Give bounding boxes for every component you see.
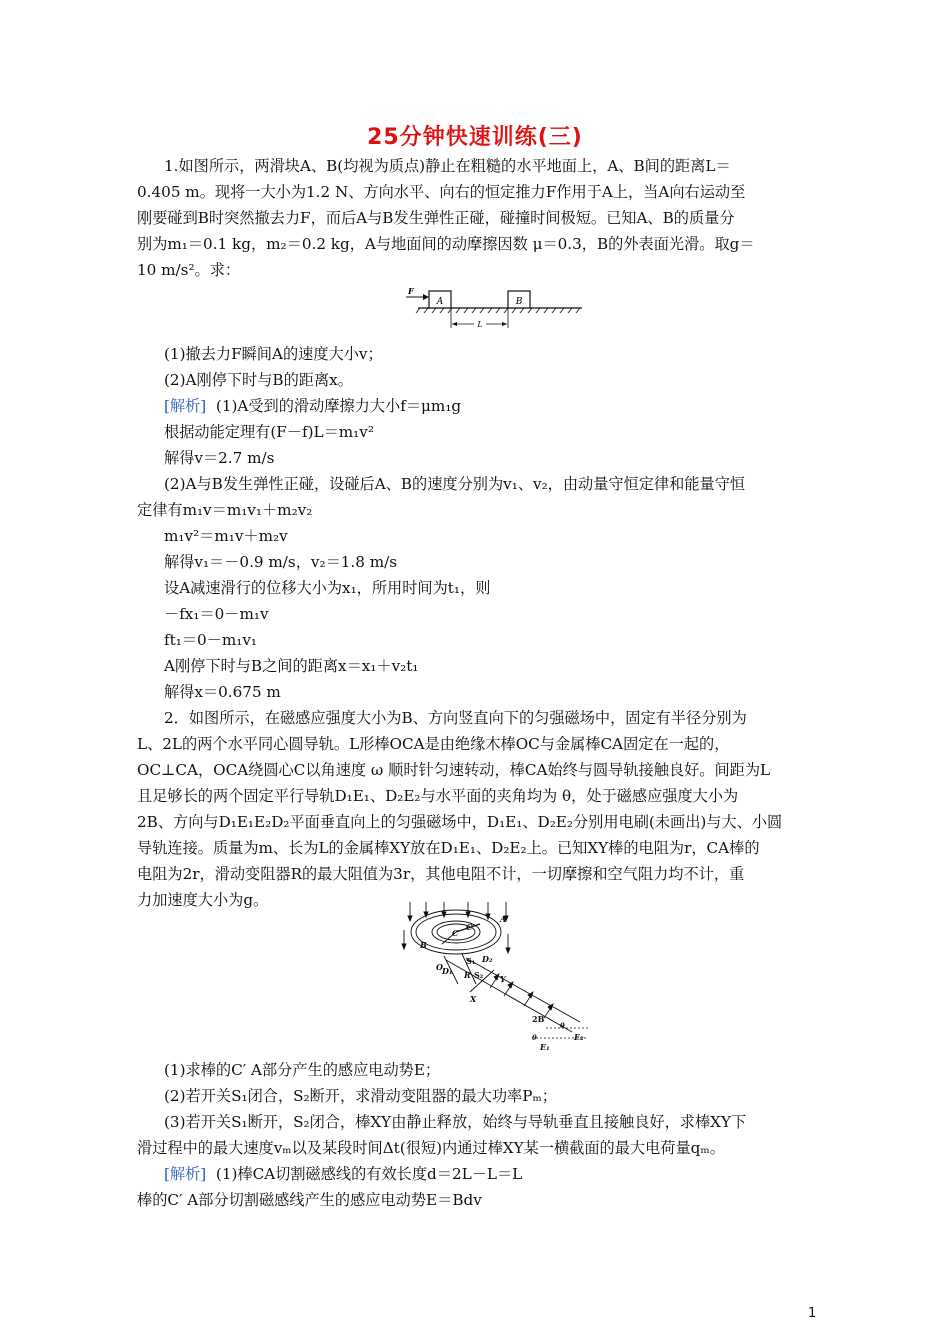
q1-line-4: 别为m₁＝0.1 kg，m₂＝0.2 kg，A与地面间的动摩擦因数 μ＝0.3，B的外表面光滑。取g＝ — [137, 235, 755, 253]
q2-sub-4: 滑过程中的最大速度vₘ以及某段时间Δt(很短)内通过棒XY某一横截面的最大电荷量qₘ。 — [137, 1139, 725, 1157]
q1-sub-1: (1)撤去力F瞬间A的速度大小v； — [164, 345, 383, 363]
q2-figure — [396, 900, 592, 1052]
q2-line-3: OC⊥CA，OCA绕圆心C以角速度 ω 顺时针匀速转动，棒CA始终与圆导轨接触良好。间距为L — [137, 761, 771, 779]
q1-line-2: 0.405 m。现将一大小为1.2 N、方向水平、向右的恒定推力F作用于A上，当A向右运动至 — [137, 183, 746, 201]
label-c-prime: C′ — [466, 922, 475, 932]
label-theta-1: θ — [532, 1033, 537, 1042]
q1-analysis-11: 解得x＝0.675 m — [164, 683, 281, 701]
label-d2: D₂ — [482, 954, 493, 964]
label-field: 2B — [532, 1014, 545, 1024]
q1-figure — [400, 286, 590, 334]
block-b-label: B — [515, 297, 523, 307]
q1-line-1: 1.如图所示，两滑块A、B(均视为质点)静止在粗糙的水平地面上，A、B间的距离L＝ — [164, 157, 731, 175]
label-c: C — [452, 928, 459, 938]
q1-line-5: 10 m/s²。求： — [137, 261, 241, 279]
q1-analysis-3: (2)A与B发生弹性正碰，设碰后A、B的速度分别为v₁、v₂，由动量守恒定律和能量守恒 — [164, 475, 746, 493]
q1-analysis-6: 解得v₁＝－0.9 m/s，v₂＝1.8 m/s — [164, 553, 398, 571]
label-s2: S₂ — [474, 970, 484, 980]
page-title: 25分钟快速训练(三) — [367, 125, 583, 150]
q1-analysis-2: 解得v＝2.7 m/s — [164, 449, 275, 467]
label-x: X — [470, 994, 477, 1004]
force-label: F — [408, 286, 414, 296]
label-o: O — [436, 962, 443, 972]
label-e1: E₁ — [540, 1042, 550, 1052]
q2-sub-3: (3)若开关S₁断开，S₂闭合，棒XY由静止释放，始终与导轨垂直且接触良好，求棒XY下 — [164, 1113, 747, 1131]
q2-line-1: 2．如图所示，在磁感应强度大小为B、方向竖直向下的匀强磁场中，固定有半径分别为 — [164, 709, 747, 727]
q2-line-4: 且足够长的两个固定平行导轨D₁E₁、D₂E₂与水平面的夹角均为 θ，处于磁感应强度大小为 — [137, 787, 739, 805]
q1-analysis-1: 根据动能定理有(F－f)L＝m₁v² — [164, 423, 374, 441]
q2-analysis-first — [164, 1164, 522, 1184]
analysis-tag: [解析] — [164, 1165, 207, 1183]
label-s1: S₁ — [466, 956, 476, 966]
label-e2: E₂ — [574, 1032, 584, 1042]
label-theta-2: θ — [560, 1021, 565, 1030]
q2-line-5: 2B、方向与D₁E₁E₂D₂平面垂直向上的匀强磁场中，D₁E₁、D₂E₂分别用电刷(未画出)与大、小圆 — [137, 813, 783, 831]
analysis-tag: [解析] — [164, 397, 207, 415]
q2-line-7: 电阻为2r，滑动变阻器R的最大阻值为3r，其他电阻不计，一切摩擦和空气阻力均不计，重 — [137, 865, 745, 883]
q1-line-3: 刚要碰到B时突然撤去力F，而后A与B发生弹性正碰，碰撞时间极短。已知A、B的质量分 — [137, 209, 735, 227]
block-a-label: A — [436, 297, 444, 307]
q2-sub-2: (2)若开关S₁闭合，S₂断开，求滑动变阻器的最大功率Pₘ； — [164, 1087, 557, 1105]
label-y: Y — [500, 974, 506, 984]
label-a: A — [500, 914, 507, 924]
q1-analysis-8: －fx₁＝0－m₁v — [164, 605, 269, 623]
label-r: R — [464, 970, 471, 980]
q1-analysis-5: m₁v²＝m₁v＋m₂v — [164, 527, 288, 545]
q1-analysis-9: ft₁＝0－m₁v₁ — [164, 631, 258, 649]
page-number: 1 — [808, 1306, 817, 1321]
q1-analysis-first — [164, 396, 461, 416]
label-b: B — [420, 940, 427, 950]
analysis-text: (1)A受到的滑动摩擦力大小f＝μm₁g — [215, 397, 462, 415]
q1-sub-2: (2)A刚停下时与B的距离x。 — [164, 371, 353, 389]
analysis-text: (1)棒CA切割磁感线的有效长度d＝2L－L＝L — [215, 1165, 523, 1183]
q2-line-6: 导轨连接。质量为m、长为L的金属棒XY放在D₁E₁、D₂E₂上。已知XY棒的电阻为r，CA棒的 — [137, 839, 760, 857]
q1-analysis-4: 定律有m₁v＝m₁v₁＋m₂v₂ — [137, 501, 313, 519]
q1-analysis-7: 设A减速滑行的位移大小为x₁，所用时间为t₁，则 — [164, 579, 491, 597]
ground-hatch — [416, 308, 580, 313]
q2-sub-1: (1)求棒的C′ A部分产生的感应电动势E； — [164, 1061, 441, 1079]
q2-line-8: 力加速度大小为g。 — [137, 891, 269, 909]
q2-analysis-1: 棒的C′ A部分切割磁感线产生的感应电动势E＝Bdv — [137, 1191, 482, 1209]
distance-label: L — [477, 320, 483, 329]
label-d1: D₁ — [442, 966, 453, 976]
q1-analysis-10: A刚停下时与B之间的距离x＝x₁＋v₂t₁ — [164, 657, 419, 675]
q2-line-2: L、2L的两个水平同心圆导轨。L形棒OCA是由绝缘木棒OC与金属棒CA固定在一起的， — [137, 735, 730, 753]
